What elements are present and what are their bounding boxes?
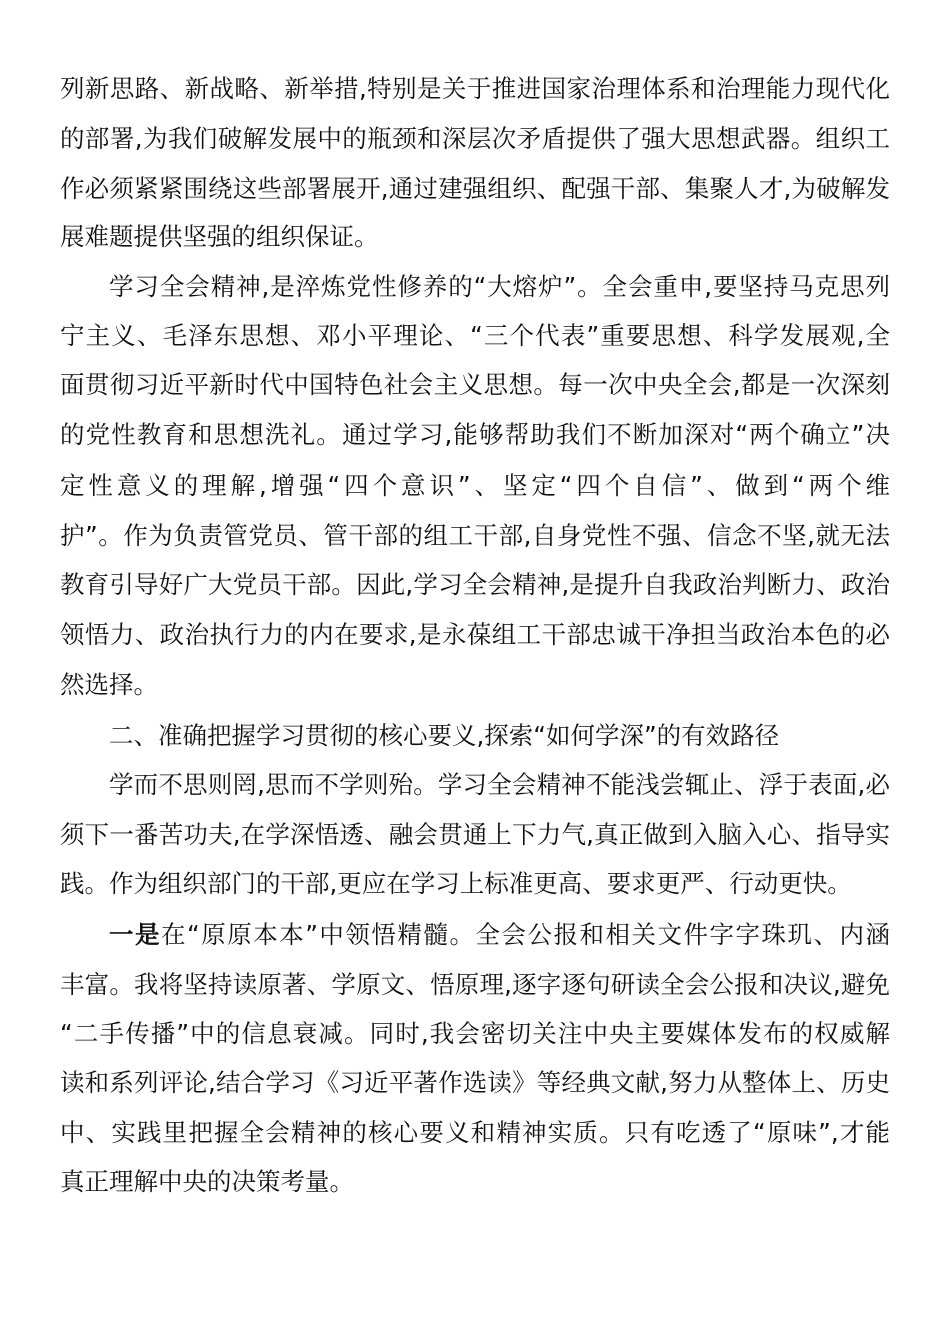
text-line: 的部署,为我们破解发展中的瓶颈和深层次矛盾提供了强大思想武器。组织工 [60, 124, 890, 153]
paragraph-first-line: 学而不思则罔,思而不学则殆。学习全会精神不能浅尝辄止、浮于表面,必 [109, 770, 890, 799]
bold-lead: 一是 [109, 920, 162, 949]
text-line: 列新思路、新战略、新举措,特别是关于推进国家治理体系和治理能力现代化 [60, 74, 890, 103]
text-line: 中、实践里把握全会精神的核心要义和精神实质。只有吃透了“原味”,才能 [60, 1118, 890, 1147]
text-line: 宁主义、毛泽东思想、邓小平理论、“三个代表”重要思想、科学发展观,全 [60, 321, 890, 350]
text-line: 面贯彻习近平新时代中国特色社会主义思想。每一次中央全会,都是一次深刻 [60, 370, 890, 399]
text-line: 丰富。我将坚持读原著、学原文、悟原理,逐字逐句研读全会公报和决议,避免 [60, 970, 890, 999]
text-line: 须下一番苦功夫,在学深悟透、融会贯通上下力气,真正做到入脑入心、指导实 [60, 820, 890, 849]
section-heading: 二、准确把握学习贯彻的核心要义,探索“如何学深”的有效路径 [109, 721, 780, 750]
paragraph-first-line [109, 910, 890, 960]
paragraph-first-line: 学习全会精神,是淬炼党性修养的“大熔炉”。全会重申,要坚持马克思列 [109, 272, 890, 301]
text-line: 真正理解中央的决策考量。 [60, 1167, 354, 1196]
text-line: 作必须紧紧围绕这些部署展开,通过建强组织、配强干部、集聚人才,为破解发 [60, 174, 890, 203]
text-line: 然选择。 [60, 670, 158, 699]
text-line: 的党性教育和思想洗礼。通过学习,能够帮助我们不断加深对“两个确立”决 [60, 420, 890, 449]
text-run: 在“原原本本”中领悟精髓。全会公报和相关文件字字珠玑、内涵 [161, 920, 890, 949]
text-line: 领悟力、政治执行力的内在要求,是永葆组工干部忠诚干净担当政治本色的必 [60, 620, 890, 649]
text-line: “二手传播”中的信息衰减。同时,我会密切关注中央主要媒体发布的权威解 [60, 1019, 890, 1048]
text-line: 践。作为组织部门的干部,更应在学习上标准更高、要求更严、行动更快。 [60, 869, 852, 898]
text-line: 教育引导好广大党员干部。因此,学习全会精神,是提升自我政治判断力、政治 [60, 570, 890, 599]
text-line: 定性意义的理解,增强“四个意识”、坚定“四个自信”、做到“两个维 [60, 471, 890, 500]
text-line: 展难题提供坚强的组织保证。 [60, 222, 379, 251]
text-line: 读和系列评论,结合学习《习近平著作选读》等经典文献,努力从整体上、历史 [60, 1068, 890, 1097]
text-line: 护”。作为负责管党员、管干部的组工干部,自身党性不强、信念不坚,就无法 [60, 521, 890, 550]
